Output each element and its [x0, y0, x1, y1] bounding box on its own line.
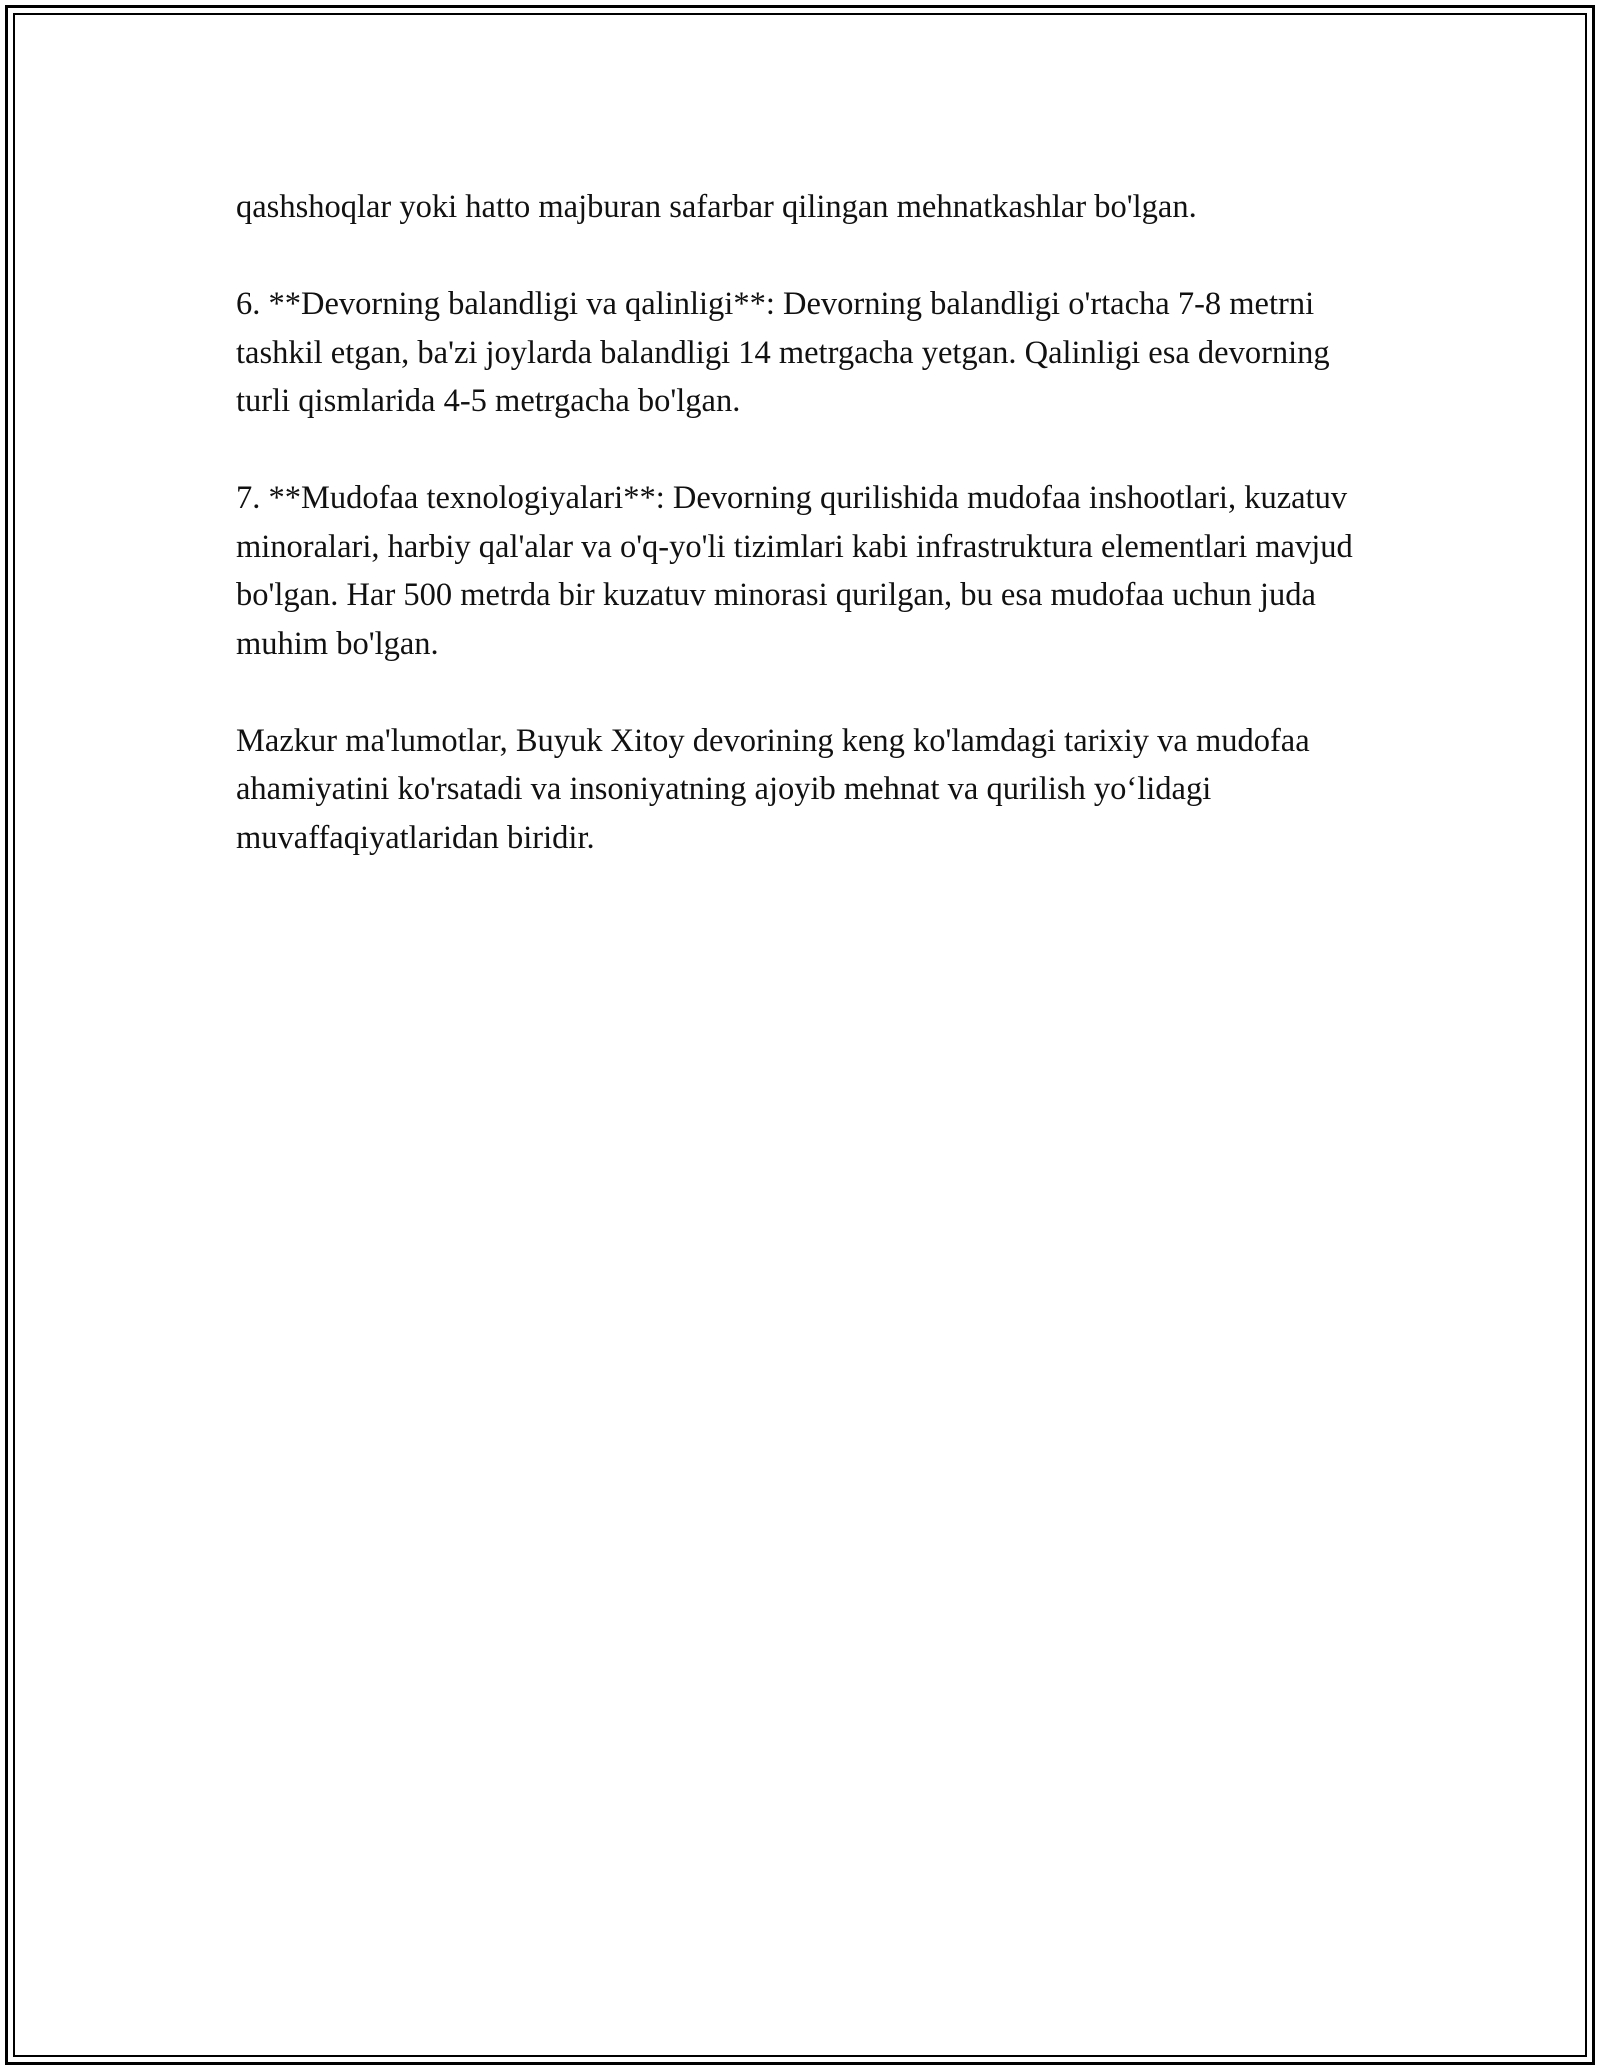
document-body [236, 183, 1386, 911]
paragraph-defense-technology: 7. **Mudofaa texnologiyalari**: Devorning qurilishida mudofaa inshootlari, kuzatuv minoralari, harbiy qal'alar va o'q-yo'li tizimlari kabi infrastruktura elementlari mavjud bo'lgan. Har 500 metrda bir kuzatuv minorasi qurilgan, bu esa mudofaa uchun juda muhim bo'lgan. [236, 480, 1353, 662]
paragraph-continuation: qashshoqlar yoki hatto majburan safarbar qilingan mehnatkashlar bo'lgan. [236, 189, 1197, 225]
paragraph-wall-height: 6. **Devorning balandligi va qalinligi**: Devorning balandligi o'rtacha 7-8 metrni tashkil etgan, ba'zi joylarda balandligi 14 metrgacha yetgan. Qalinligi esa devorning turli qismlarida 4-5 metrgacha bo'lgan. [236, 286, 1330, 419]
paragraph-conclusion: Mazkur ma'lumotlar, Buyuk Xitoy devorining keng ko'lamdagi tarixiy va mudofaa ahamiyatini ko'rsatadi va insoniyatning ajoyib mehnat va qurilish yo‘lidagi muvaffaqiyatlaridan biridir. [236, 722, 1310, 856]
